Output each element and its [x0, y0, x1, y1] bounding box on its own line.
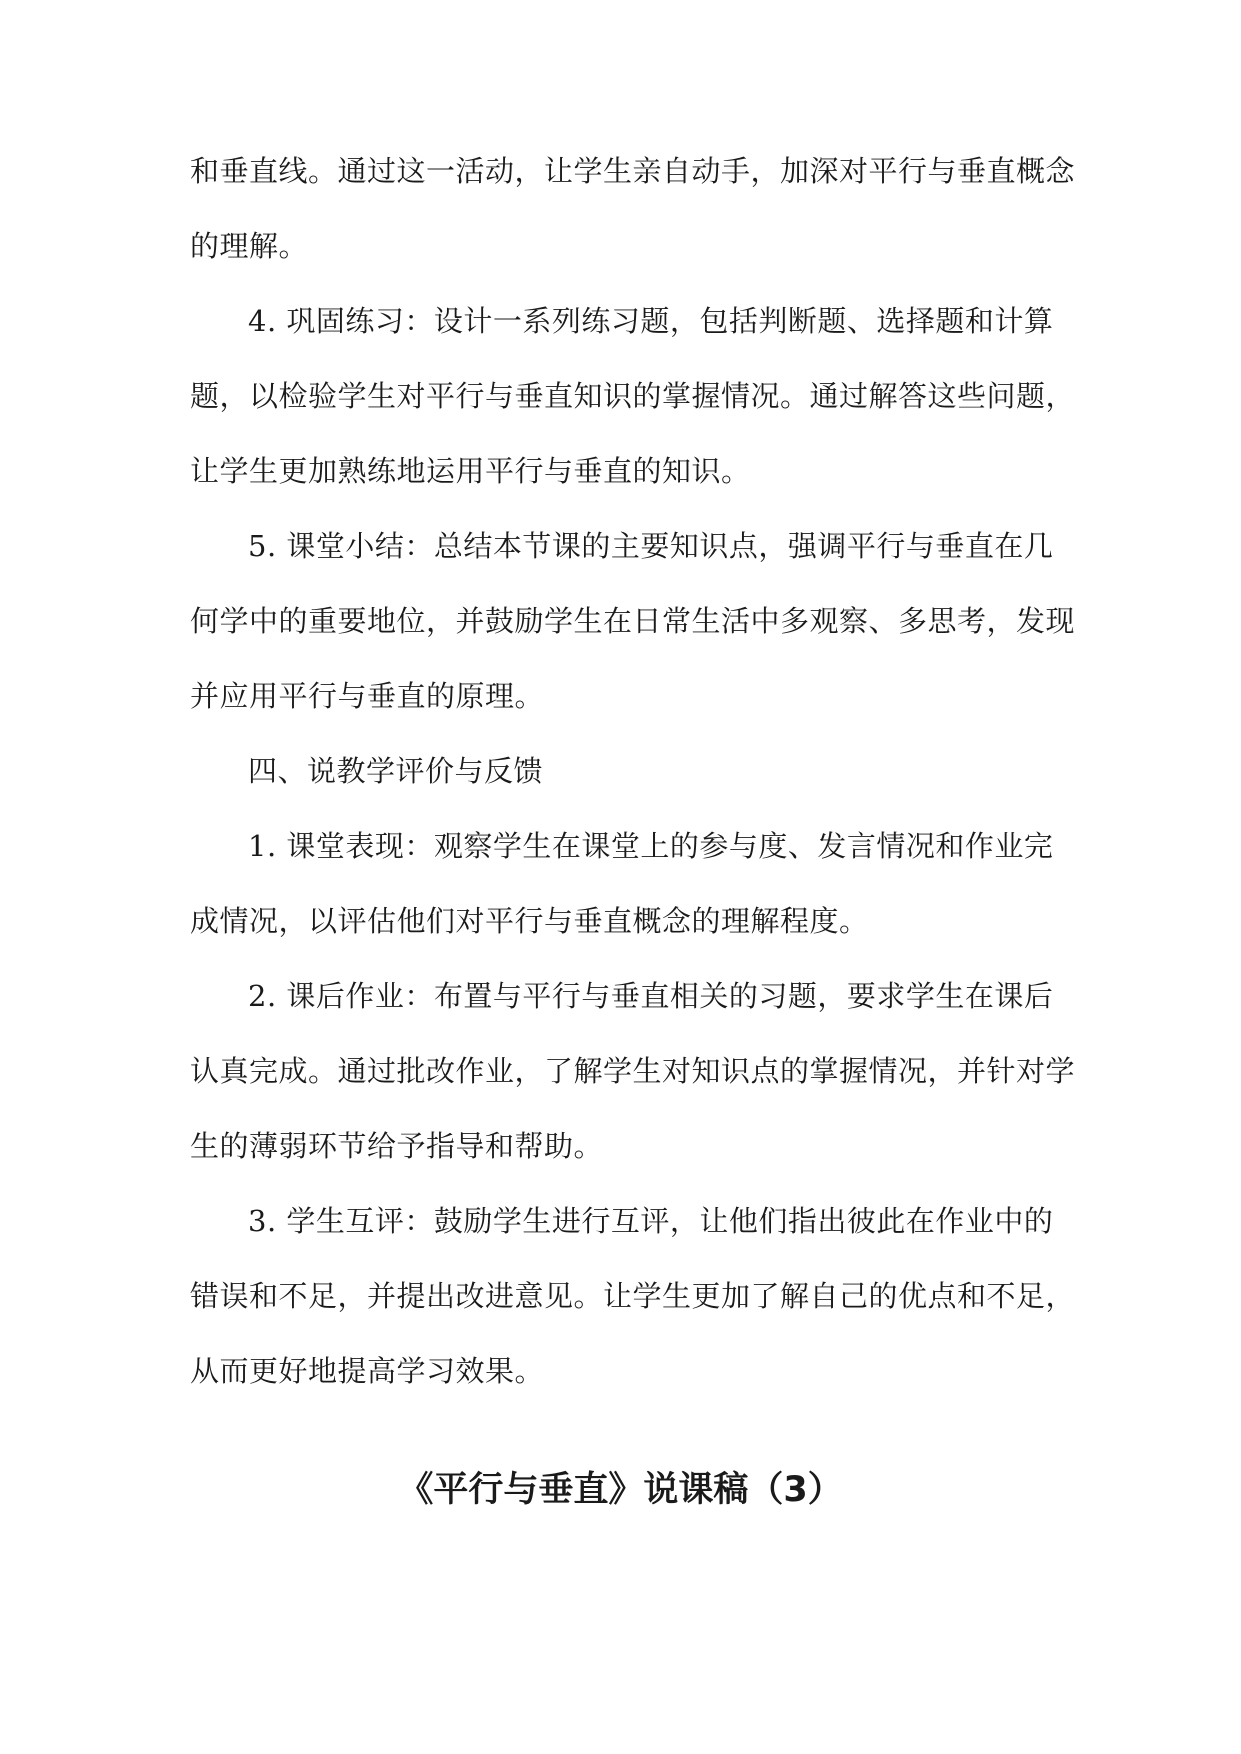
list-item-peer-review: 3. 学生互评：鼓励学生进行互评，让他们指出彼此在作业中的 — [248, 1204, 1054, 1238]
body-text-line: 生的薄弱环节给予指导和帮助。 — [190, 1129, 604, 1163]
list-item-consolidation-practice: 4. 巩固练习：设计一系列练习题，包括判断题、选择题和计算 — [248, 304, 1054, 338]
body-text-line: 成情况，以评估他们对平行与垂直概念的理解程度。 — [190, 904, 869, 938]
document-title: 《平行与垂直》说课稿（3） — [398, 1470, 843, 1510]
body-text-line: 错误和不足，并提出改进意见。让学生更加了解自己的优点和不足， — [190, 1279, 1076, 1313]
body-text-line: 和垂直线。通过这一活动，让学生亲自动手，加深对平行与垂直概念 — [190, 154, 1076, 188]
section-heading-evaluation: 四、说教学评价与反馈 — [248, 754, 544, 788]
body-text-line: 从而更好地提高学习效果。 — [190, 1354, 545, 1388]
list-item-class-performance: 1. 课堂表现：观察学生在课堂上的参与度、发言情况和作业完 — [248, 829, 1054, 863]
list-item-class-summary: 5. 课堂小结：总结本节课的主要知识点，强调平行与垂直在几 — [248, 529, 1054, 563]
body-text-line: 并应用平行与垂直的原理。 — [190, 679, 545, 713]
body-text-line: 何学中的重要地位，并鼓励学生在日常生活中多观察、多思考，发现 — [190, 604, 1076, 638]
body-text-line: 题，以检验学生对平行与垂直知识的掌握情况。通过解答这些问题， — [190, 379, 1076, 413]
body-text-line: 认真完成。通过批改作业，了解学生对知识点的掌握情况，并针对学 — [190, 1054, 1076, 1088]
list-item-homework: 2. 课后作业：布置与平行与垂直相关的习题，要求学生在课后 — [248, 979, 1054, 1013]
body-text-line: 让学生更加熟练地运用平行与垂直的知识。 — [190, 454, 751, 488]
body-text-line: 的理解。 — [190, 229, 309, 263]
